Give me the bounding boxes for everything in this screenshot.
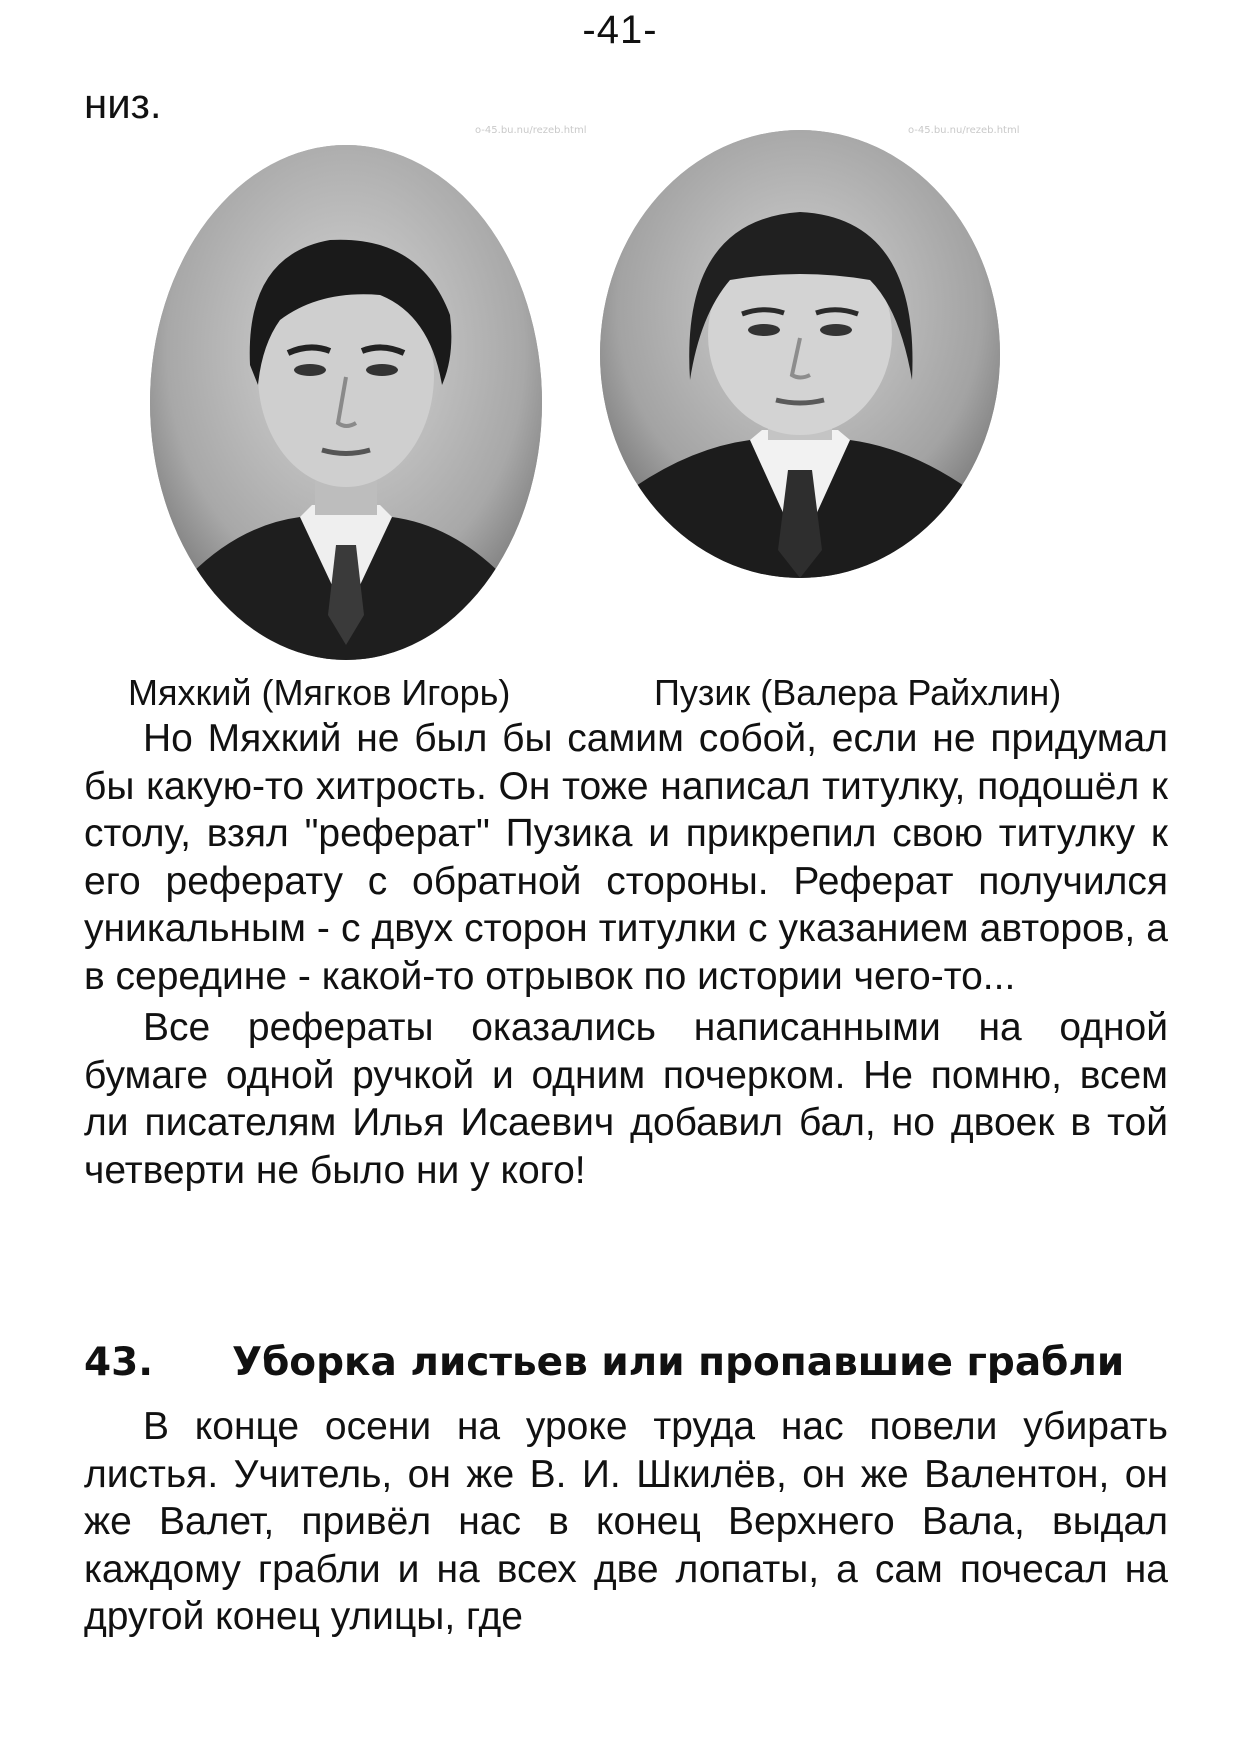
watermark-right: o-45.bu.nu/rezeb.html xyxy=(908,125,1020,136)
photo-caption-right: Пузик (Валера Райхлин) xyxy=(654,672,1062,713)
portrait-illustration-left xyxy=(150,145,542,660)
paragraph-2: Все рефераты оказались написанными на одной бумаге одной ручкой и одним почерком. Не помню, всем ли писателям Илья Исаевич добавил бал, но двоек в той четверти не было ни у кого! xyxy=(84,1006,1168,1192)
watermark-left: o-45.bu.nu/rezeb.html xyxy=(475,125,587,136)
body-text xyxy=(84,715,1168,1194)
portrait-photo-left xyxy=(150,145,542,660)
page-number: -41- xyxy=(582,8,658,52)
section-number: 43. xyxy=(84,1340,154,1385)
section-title: Уборка листьев или пропавшие грабли xyxy=(232,1340,1125,1385)
photo-caption-left: Мяхкий (Мягков Игорь) xyxy=(128,672,511,713)
paragraph-1: Но Мяхкий не был бы самим собой, если не придумал бы какую-то хитрость. Он тоже написал титулку, подошёл к столу, взял "реферат" Пузика и прикрепил свою титулку к его реферату с обратной стороны. Реферат получился уникальным - с двух сторон титулки с указанием авторов, а в середине - какой-то отрывок по истории чего-то... xyxy=(84,717,1168,998)
paragraph-3: В конце осени на уроке труда нас повели убирать листья. Учитель, он же В. И. Шкилёв, он же Валентон, он же Валет, привёл нас в конец Верхнего Вала, выдал каждому грабли и на всех две лопаты, а сам почесал на другой конец улицы, где xyxy=(84,1405,1168,1638)
section-heading xyxy=(84,1340,1124,1385)
portrait-photo-right xyxy=(600,130,1000,578)
text-fragment: низ. xyxy=(84,80,162,127)
portrait-illustration-right xyxy=(600,130,1000,578)
section-body-text xyxy=(84,1403,1168,1641)
